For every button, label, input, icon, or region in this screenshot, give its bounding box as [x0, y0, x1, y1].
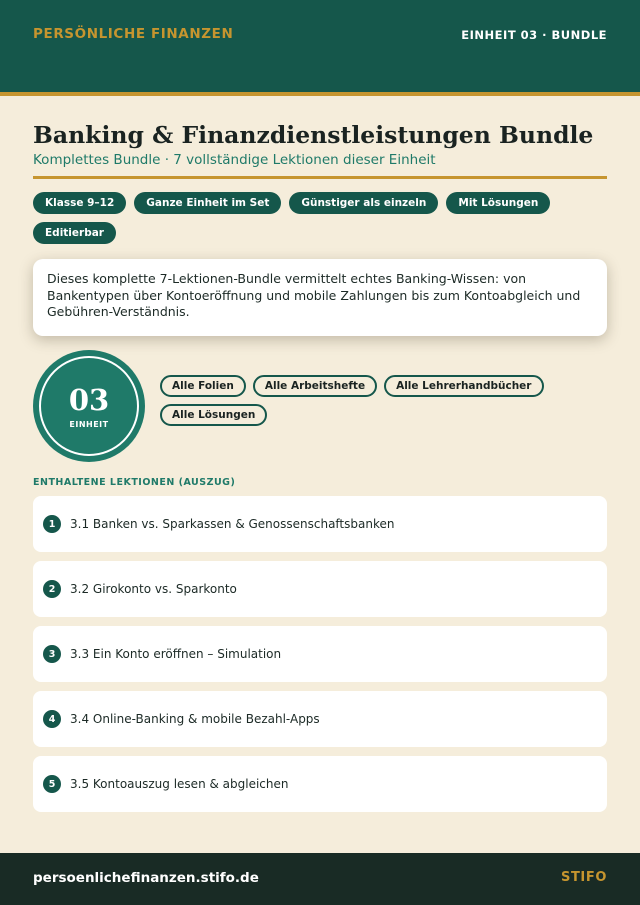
header-accent-bar: [0, 92, 640, 96]
includes-list: [160, 375, 580, 426]
tag-full-unit: Ganze Einheit im Set: [134, 192, 281, 214]
lesson-card: [33, 496, 607, 552]
unit-badge-label: EINHEIT: [69, 419, 109, 429]
tag-solutions: Mit Lösungen: [446, 192, 550, 214]
include-teacher-guides: Alle Lehrerhandbücher: [384, 375, 543, 397]
footer-brand: STIFO: [561, 870, 607, 885]
footer-url: persoenlichefinanzen.stifo.de: [33, 870, 259, 886]
page-title: Banking & Finanzdienstleistungen Bundle: [33, 121, 594, 149]
tag-editable: Editierbar: [33, 222, 116, 244]
title-divider: [33, 176, 607, 179]
tag-list: [33, 192, 573, 244]
lesson-title: 3.1 Banken vs. Sparkassen & Genossenschaftsbanken: [70, 517, 395, 531]
page-header: [0, 0, 640, 92]
lesson-number: 5: [43, 775, 61, 793]
lesson-title: 3.3 Ein Konto eröffnen – Simulation: [70, 647, 282, 661]
lessons-heading: ENTHALTENE LEKTIONEN (AUSZUG): [33, 477, 236, 488]
lesson-card: [33, 561, 607, 617]
description-card: [33, 259, 607, 336]
unit-tag: EINHEIT 03 · BUNDLE: [461, 28, 607, 42]
tag-grade: Klasse 9–12: [33, 192, 126, 214]
lesson-card: [33, 691, 607, 747]
lesson-title: 3.2 Girokonto vs. Sparkonto: [70, 582, 237, 596]
lesson-title: 3.5 Kontoauszug lesen & abgleichen: [70, 777, 289, 791]
lesson-number: 1: [43, 515, 61, 533]
tag-cheaper: Günstiger als einzeln: [289, 192, 438, 214]
include-solutions: Alle Lösungen: [160, 404, 267, 426]
page-subtitle: Komplettes Bundle · 7 vollständige Lektionen dieser Einheit: [33, 152, 436, 168]
page-footer: [0, 853, 640, 905]
description-text: Dieses komplette 7-Lektionen-Bundle vermittelt echtes Banking-Wissen: von Bankentypen über Kontoeröffnung und mobile Zahlungen bis zum Kontoabgleich und Gebühren-Verständnis.: [47, 271, 581, 319]
unit-badge: [33, 350, 145, 462]
include-workbooks: Alle Arbeitshefte: [253, 375, 377, 397]
lesson-card: [33, 626, 607, 682]
lesson-number: 4: [43, 710, 61, 728]
unit-badge-ring: [39, 356, 139, 456]
lesson-number: 3: [43, 645, 61, 663]
lesson-list: [33, 496, 607, 812]
brand-label: PERSÖNLICHE FINANZEN: [33, 26, 234, 42]
lesson-number: 2: [43, 580, 61, 598]
include-slides: Alle Folien: [160, 375, 246, 397]
lesson-card: [33, 756, 607, 812]
lesson-title: 3.4 Online-Banking & mobile Bezahl-Apps: [70, 712, 320, 726]
unit-badge-number: 03: [68, 382, 110, 417]
